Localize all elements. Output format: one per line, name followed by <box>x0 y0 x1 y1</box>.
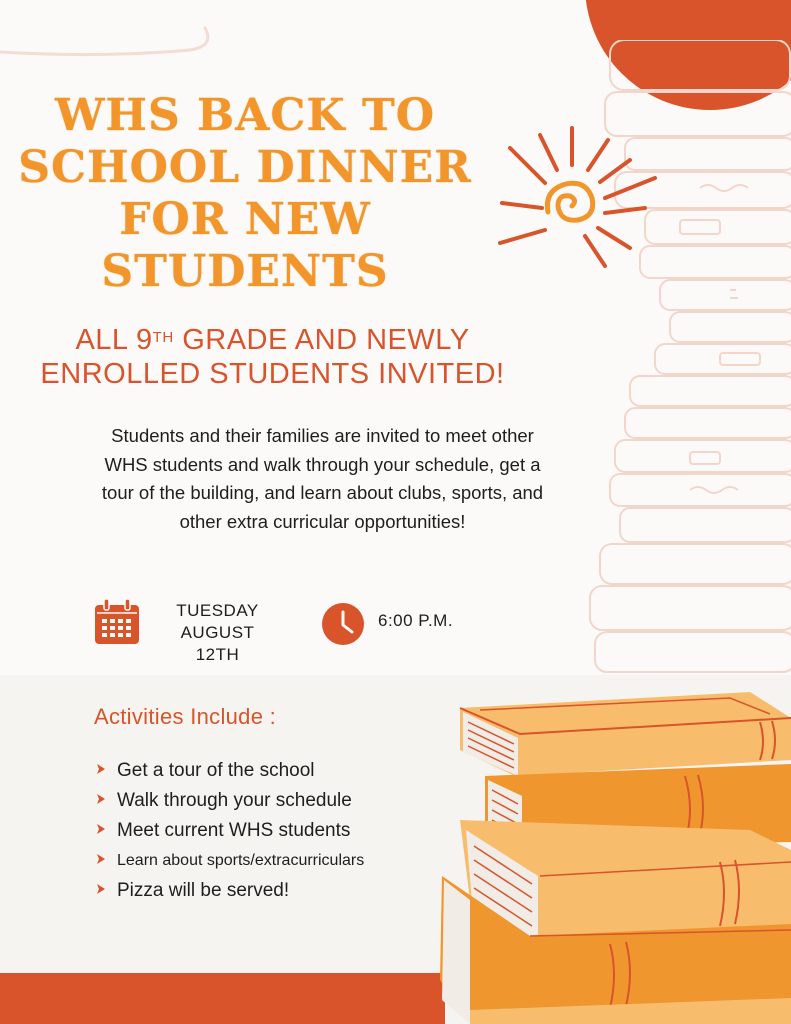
title-line-2: SCHOOL DINNER <box>18 142 472 193</box>
list-item <box>94 876 364 906</box>
subtitle-line-2: ENROLLED STUDENTS INVITED! <box>40 358 505 390</box>
event-time: 6:00 P.M. <box>378 611 454 630</box>
subtitle-prefix: ALL 9 <box>75 324 153 356</box>
chevron-right-icon <box>94 880 117 902</box>
chevron-right-icon <box>94 790 117 812</box>
activity-text: Get a tour of the school <box>117 760 315 781</box>
title-line-1: WHS BACK TO <box>54 90 436 141</box>
calendar-icon <box>93 598 141 646</box>
list-item <box>94 816 364 846</box>
page-title <box>10 90 480 298</box>
activity-text: Learn about sports/extracurriculars <box>117 852 365 869</box>
chevron-right-icon <box>94 852 117 871</box>
date-day: TUESDAY <box>176 601 259 620</box>
chevron-right-icon <box>94 760 117 782</box>
books-illustration <box>430 680 791 1024</box>
date-number: 12TH <box>195 645 240 664</box>
title-line-4: STUDENTS <box>101 246 389 297</box>
subtitle-rest: GRADE AND NEWLY <box>173 324 470 356</box>
clock-icon <box>321 602 365 646</box>
bottom-accent-bar <box>0 973 445 1024</box>
event-description: Students and their families are invited to meet other WHS students and walk through your schedule, get a tour of the building, and learn about clubs, sports, and other extra curricular opportunities! <box>101 425 544 532</box>
activities-list <box>94 756 364 906</box>
activity-text: Pizza will be served! <box>117 880 290 901</box>
list-item <box>94 846 364 876</box>
invitation-subtitle <box>0 323 545 391</box>
chevron-right-icon <box>94 820 117 842</box>
sun-icon <box>490 118 670 268</box>
date-month: AUGUST <box>180 623 255 642</box>
activity-text: Walk through your schedule <box>117 790 352 811</box>
list-item <box>94 786 364 816</box>
title-line-3: FOR NEW <box>119 194 371 245</box>
activity-text: Meet current WHS students <box>117 820 351 841</box>
list-item <box>94 756 364 786</box>
subtitle-superscript: TH <box>152 329 174 346</box>
event-date <box>160 600 275 666</box>
squiggle-decoration <box>0 20 220 60</box>
activities-heading: Activities Include : <box>94 704 277 729</box>
